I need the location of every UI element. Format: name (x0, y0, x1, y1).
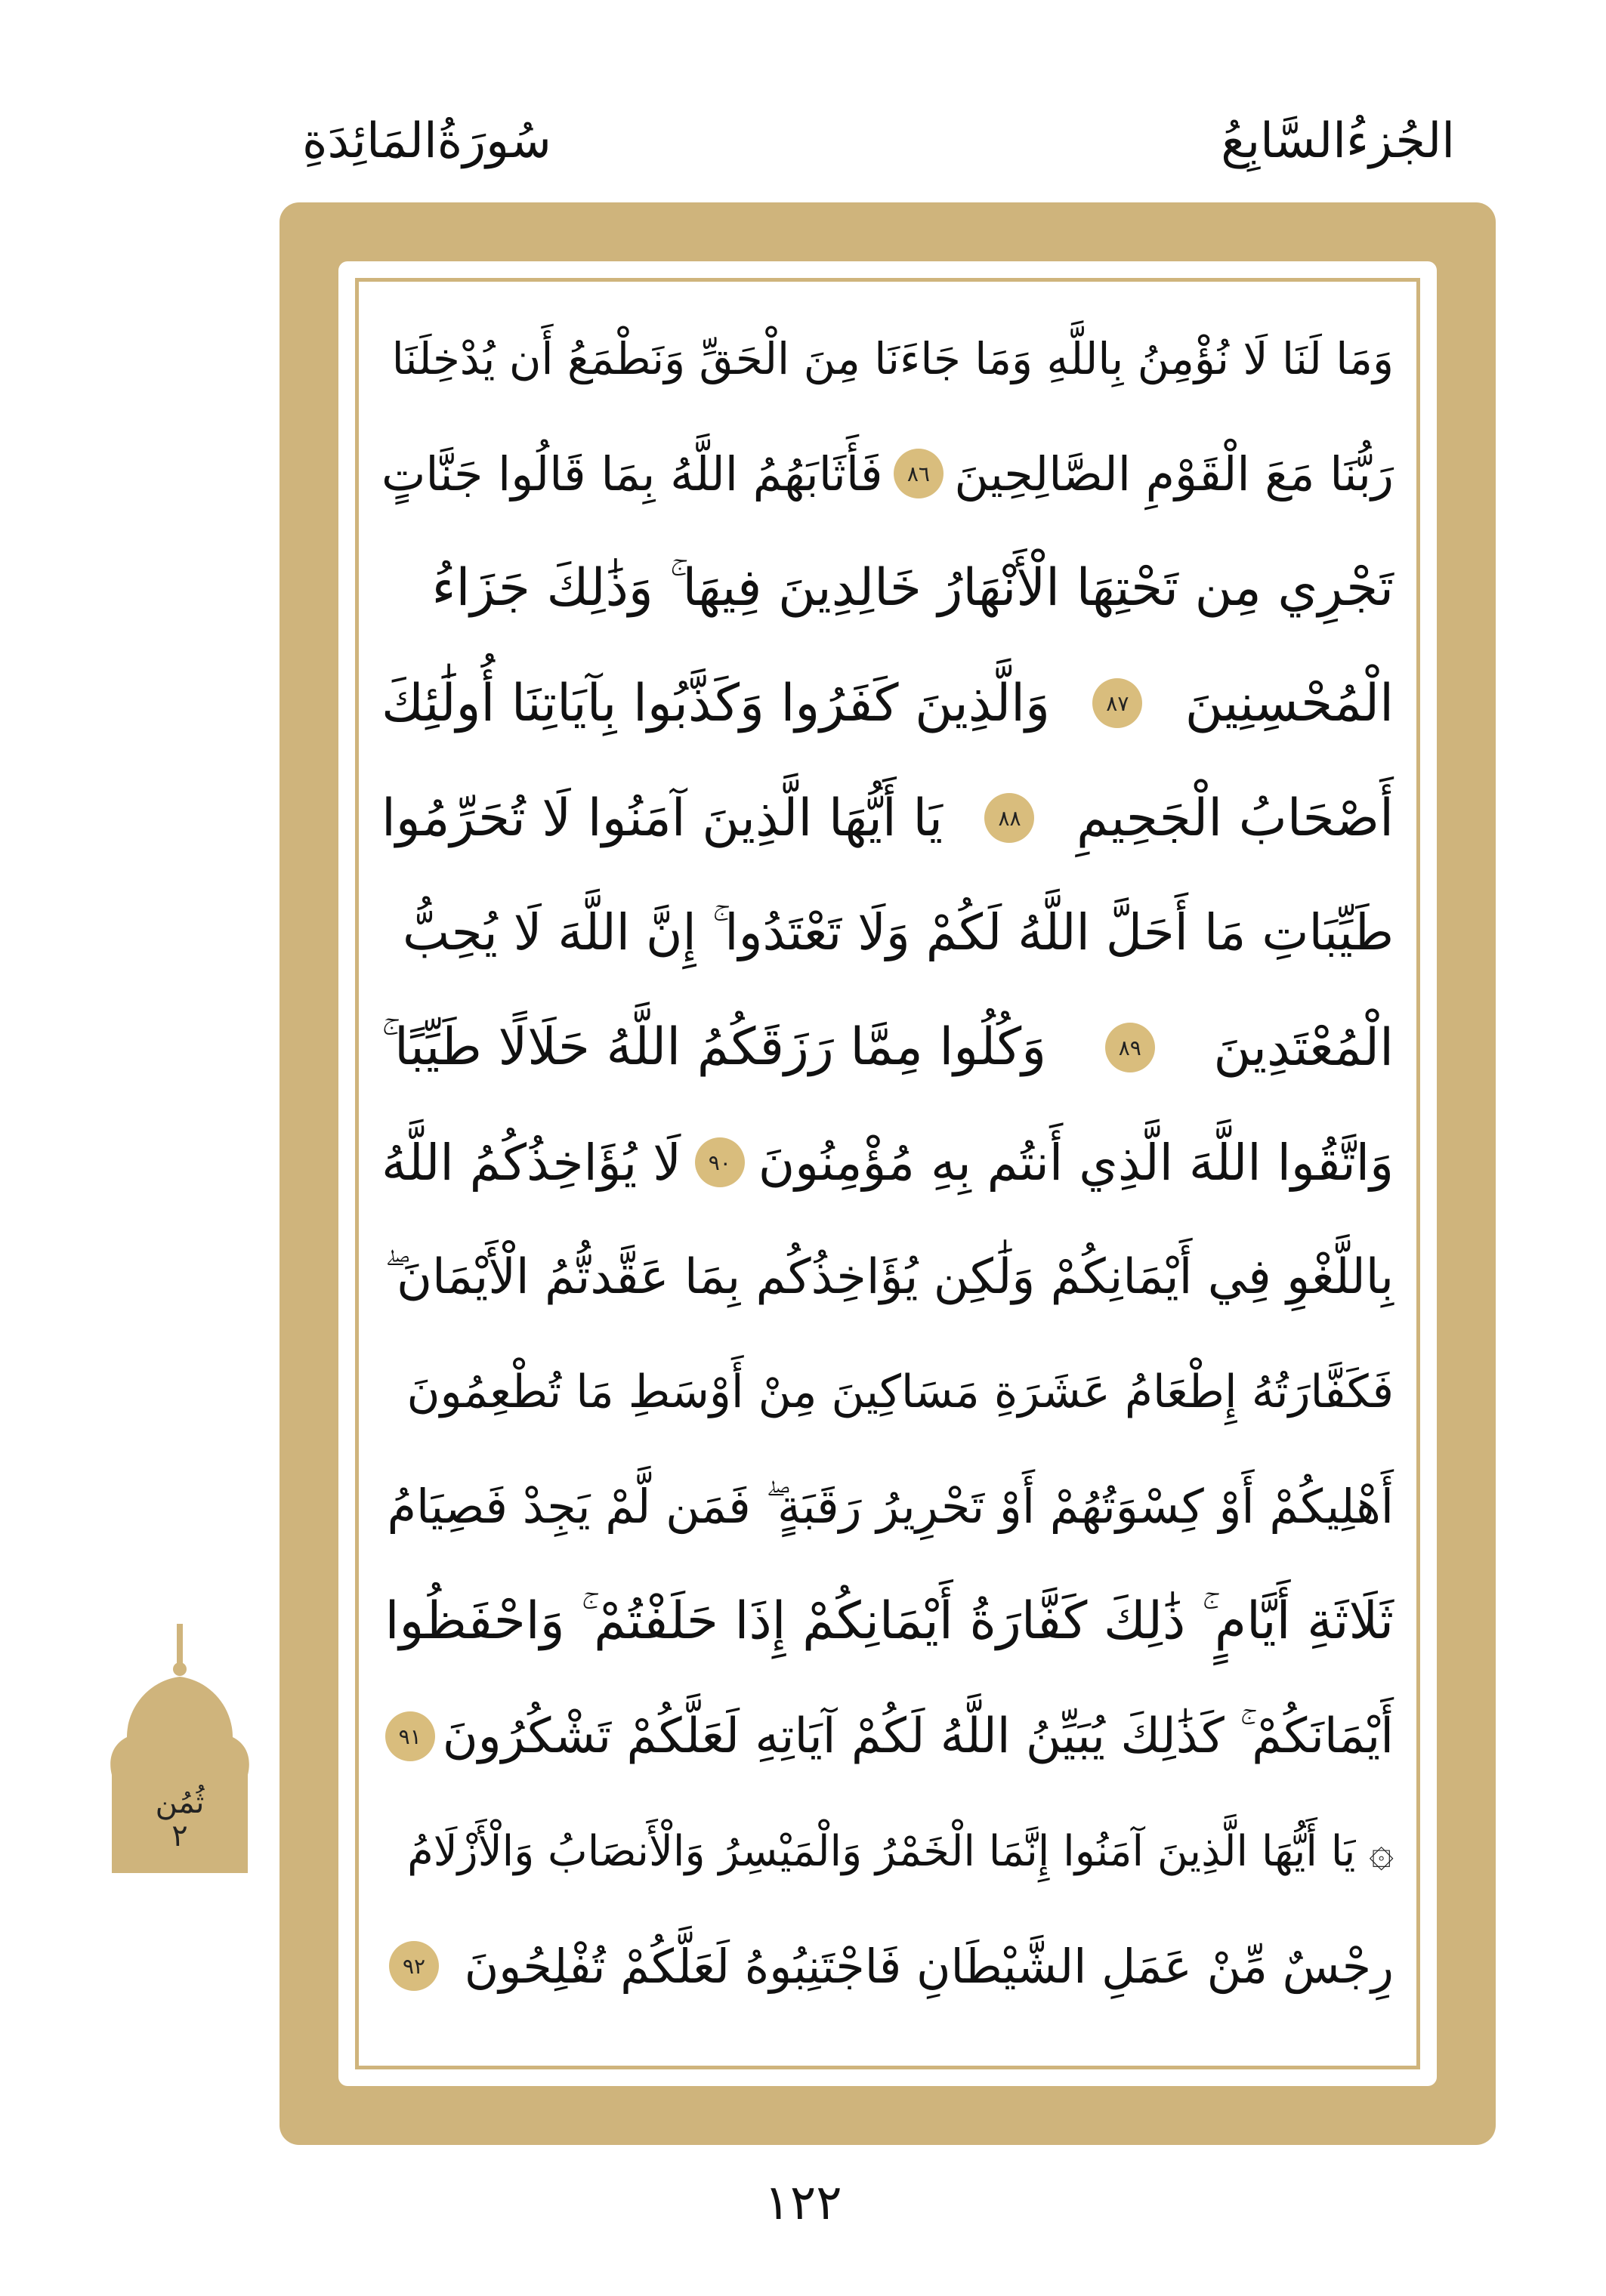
page-number: ١٢٢ (764, 2175, 842, 2231)
thumn-number: ٢ (171, 1819, 188, 1853)
ayah-number-marker: ٨٧ (1092, 678, 1142, 728)
juz-header: الجُزءُالسَّابِعُ (1221, 113, 1455, 169)
ayah-number-marker: ٨٨ (984, 793, 1034, 843)
verse-text: وَالَّذِينَ كَفَرُوا وَكَذَّبُوا بِآيَاتِنَا أُولَٰئِكَ (381, 673, 1050, 733)
ayah-number-marker: ٩١ (385, 1711, 435, 1761)
text-line (381, 1450, 1394, 1563)
ayah-number-marker: ٩٢ (389, 1941, 439, 1991)
text-line (381, 532, 1394, 645)
verse-text: يَا أَيُّهَا الَّذِينَ آمَنُوا لَا تُحَرِّمُوا (381, 788, 944, 848)
text-line (381, 1680, 1394, 1793)
text-line (381, 876, 1394, 989)
text-line (381, 761, 1394, 875)
text-line (381, 417, 1394, 530)
verse-text: ۞ يَا أَيُّهَا الَّذِينَ آمَنُوا إِنَّمَا الْخَمْرُ وَالْمَيْسِرُ وَالْأَنصَابُ وَالْأَزْلَامُ (407, 1826, 1394, 1876)
verse-text: بِاللَّغْوِ فِي أَيْمَانِكُمْ وَلَٰكِن يُؤَاخِذُكُم بِمَا عَقَّدتُّمُ الْأَيْمَانَ ۖ (385, 1249, 1394, 1305)
verse-text: رِجْسٌ مِّنْ عَمَلِ الشَّيْطَانِ فَاجْتَنِبُوهُ لَعَلَّكُمْ تُفْلِحُونَ (464, 1938, 1394, 1994)
verse-text: وَاتَّقُوا اللَّهَ الَّذِي أَنتُم بِهِ مُؤْمِنُونَ (758, 1133, 1394, 1192)
ayah-number-marker: ٨٩ (1105, 1023, 1155, 1072)
verse-text: فَأَثَابَهُمُ اللَّهُ بِمَا قَالُوا جَنَّاتٍ (381, 446, 883, 501)
thumn-label: ثُمُن (155, 1785, 205, 1820)
verse-text: أَهْلِيكُمْ أَوْ كِسْوَتُهُمْ أَوْ تَحْرِيرُ رَقَبَةٍ ۖ فَمَن لَّمْ يَجِدْ فَصِيَامُ (387, 1479, 1394, 1534)
verse-text: ثَلَاثَةِ أَيَّامٍ ۚ ذَٰلِكَ كَفَّارَةُ أَيْمَانِكُمْ إِذَا حَلَفْتُمْ ۚ وَاحْفَظُوا (385, 1591, 1394, 1651)
verse-text: وَمَا لَنَا لَا نُؤْمِنُ بِاللَّهِ وَمَا جَاءَنَا مِنَ الْحَقِّ وَنَطْمَعُ أَن يُدْخِلَنَا (391, 333, 1394, 384)
thumn-marker (104, 1786, 255, 1853)
ayah-number-marker: ٨٦ (894, 449, 944, 498)
text-line (381, 1221, 1394, 1334)
text-line (381, 1909, 1394, 2023)
verse-text: فَكَفَّارَتُهُ إِطْعَامُ عَشَرَةِ مَسَاكِينَ مِنْ أَوْسَطِ مَا تُطْعِمُونَ (406, 1366, 1394, 1418)
verse-text: تَجْرِي مِن تَحْتِهَا الْأَنْهَارُ خَالِدِينَ فِيهَا ۚ وَذَٰلِكَ جَزَاءُ (431, 558, 1394, 618)
verse-text: وَكُلُوا مِمَّا رَزَقَكُمُ اللَّهُ حَلَالًا طَيِّبًا ۚ (381, 1017, 1047, 1077)
surah-header: سُورَةُالمَائِدَةِ (302, 113, 551, 169)
verse-text: أَصْحَابُ الْجَحِيمِ (1076, 788, 1394, 848)
text-line (381, 1565, 1394, 1678)
verse-text: أَيْمَانَكُمْ ۚ كَذَٰلِكَ يُبَيِّنُ اللَّهُ لَكُمْ آيَاتِهِ لَعَلَّكُمْ تَشْكُرُونَ (442, 1708, 1394, 1764)
text-line (381, 1795, 1394, 1908)
verse-text: رَبُّنَا مَعَ الْقَوْمِ الصَّالِحِينَ (954, 446, 1394, 501)
text-line (381, 991, 1394, 1104)
text-line (381, 647, 1394, 760)
verse-text: لَا يُؤَاخِذُكُمُ اللَّهُ (381, 1133, 681, 1192)
text-line (381, 1106, 1394, 1219)
text-line (381, 1335, 1394, 1449)
text-line (381, 302, 1394, 415)
verse-text: الْمُحْسِنِينَ (1184, 673, 1394, 733)
verse-text: طَيِّبَاتِ مَا أَحَلَّ اللَّهُ لَكُمْ وَلَا تَعْتَدُوا ۚ إِنَّ اللَّهَ لَا يُحِبُّ (402, 903, 1394, 961)
ayah-number-marker: ٩٠ (695, 1137, 745, 1187)
verse-text: الْمُعْتَدِينَ (1213, 1017, 1394, 1078)
